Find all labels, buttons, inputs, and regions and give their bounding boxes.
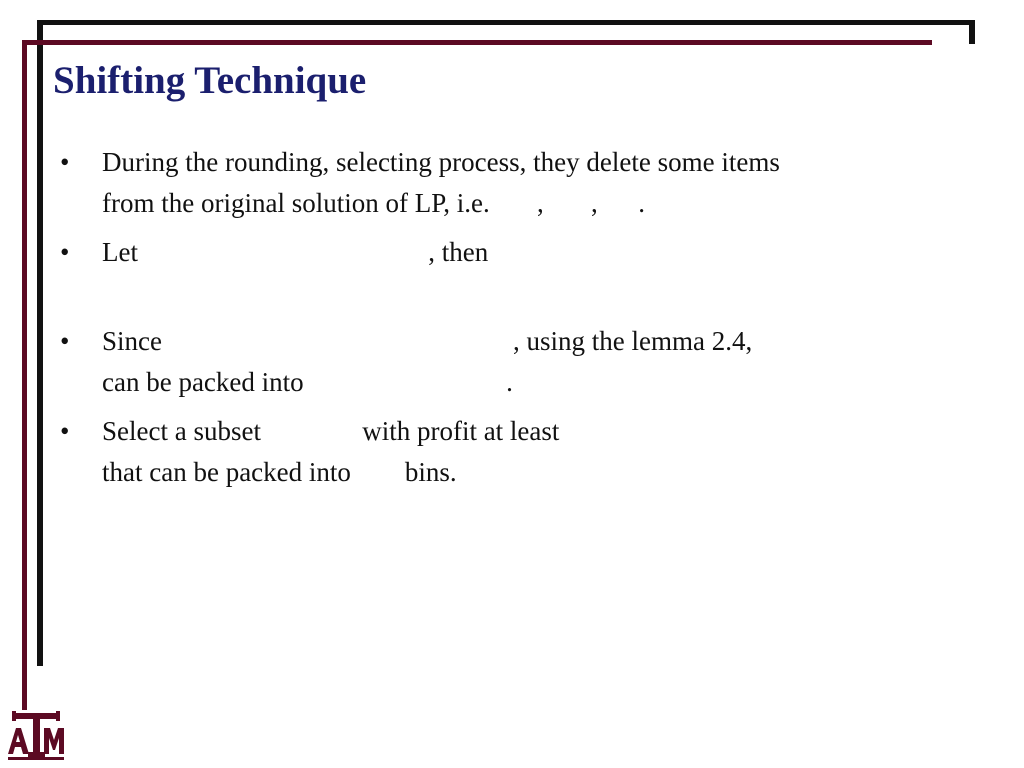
bullet-symbol: •	[60, 237, 70, 267]
bullet-list	[60, 142, 980, 501]
slide-title: Shifting Technique	[53, 59, 367, 102]
bullet-line: Since , using the lemma 2.4,	[102, 326, 753, 356]
frame-right-black-tick	[969, 20, 975, 44]
bullet-line: Let , then	[102, 237, 489, 267]
bullet-line: from the original solution of LP, i.e. , , .	[102, 188, 645, 218]
texas-am-logo	[6, 710, 66, 762]
bullet-item-let	[60, 232, 980, 273]
bullet-symbol: •	[60, 416, 70, 446]
bullet-line: that can be packed into bins.	[102, 457, 457, 487]
bullet-item-select-subset	[60, 411, 980, 493]
frame-left-black-line	[37, 20, 43, 666]
bullet-line: During the rounding, selecting process, they delete some items	[102, 147, 780, 177]
bullet-symbol: •	[60, 147, 70, 177]
frame-left-maroon-line	[22, 40, 27, 710]
frame-top-maroon-line	[22, 40, 932, 45]
bullet-symbol: •	[60, 326, 70, 356]
bullet-line: Select a subset with profit at least	[102, 416, 560, 446]
bullet-line: can be packed into .	[102, 367, 513, 397]
bullet-item-since	[60, 321, 980, 403]
frame-top-black-line	[37, 20, 975, 25]
bullet-item-deleted-items	[60, 142, 980, 224]
